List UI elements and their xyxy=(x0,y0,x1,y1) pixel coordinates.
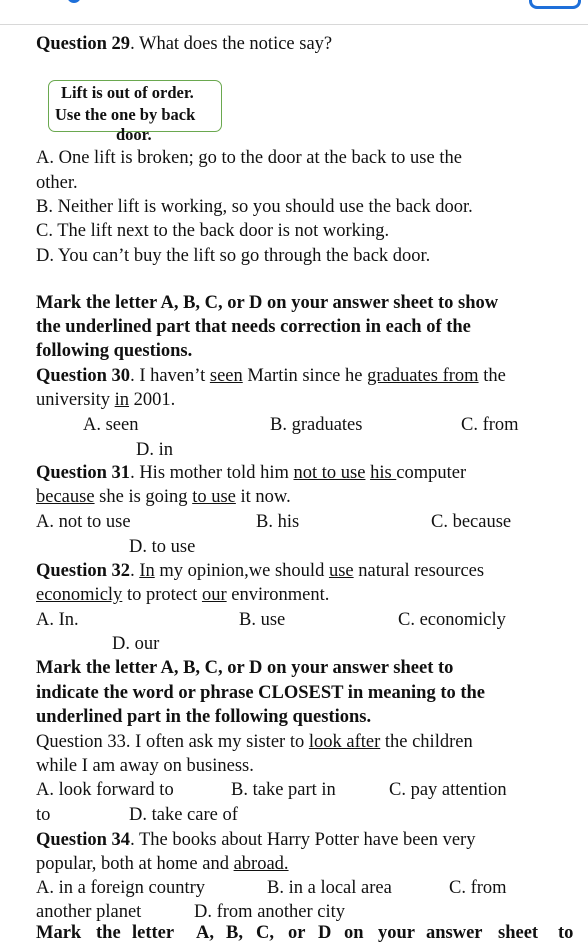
instruction-2-line-3: underlined part in the following questions. xyxy=(36,707,372,727)
q32-option-b: B. use xyxy=(239,610,286,630)
q31-underline-not-to-use: not to use xyxy=(293,463,366,483)
notice-line-2: Use the one by back xyxy=(55,105,196,124)
q32-text: to protect xyxy=(122,585,202,605)
question-34-title: Question 34 xyxy=(36,830,131,850)
cutoff-word: the xyxy=(96,923,121,943)
q30-text: university xyxy=(36,390,115,410)
q29-option-b: B. Neither lift is working, so you should use the back door. xyxy=(36,197,473,217)
q33-text: the children xyxy=(380,732,473,752)
q34-text: popular, both at home and xyxy=(36,854,234,874)
cutoff-word: B, xyxy=(226,923,243,943)
q31-option-c: C. because xyxy=(431,512,512,532)
q33-text: Question 33. I often ask my sister to xyxy=(36,732,309,752)
cutoff-word: sheet xyxy=(498,923,539,943)
notice-line-3: door. xyxy=(116,125,152,144)
q34-underline-abroad: abroad. xyxy=(233,854,289,874)
q32-option-a: A. In. xyxy=(36,610,79,630)
q31-underline-because: because xyxy=(36,487,95,507)
question-30-title: Question 30 xyxy=(36,366,131,386)
q32-text: environment. xyxy=(226,585,330,605)
q34-option-c: C. from xyxy=(449,878,507,898)
q30-option-b: B. graduates xyxy=(270,415,363,435)
cutoff-word: on xyxy=(344,923,364,943)
cutoff-word: Mark xyxy=(36,923,82,943)
q31-text: it now. xyxy=(235,487,291,507)
q34-option-c-continued: another planet xyxy=(36,902,142,922)
q34-text: . The books about Harry Potter have been very xyxy=(130,830,476,850)
q33-option-c: C. pay attention xyxy=(389,780,507,800)
question-32-title: Question 32 xyxy=(36,561,131,581)
q34-option-d: D. from another city xyxy=(194,902,346,922)
q30-option-a: A. seen xyxy=(83,415,139,435)
question-33-line-1 xyxy=(36,731,473,753)
question-29-prompt: . What does the notice say? xyxy=(130,34,333,54)
question-32-line-1 xyxy=(36,560,484,582)
cutoff-word: A, xyxy=(196,923,214,943)
q33-option-a: A. look forward to xyxy=(36,780,174,800)
cutoff-next-line xyxy=(0,922,588,943)
question-29-title: Question 29 xyxy=(36,34,131,54)
q29-option-a-line-1: A. One lift is broken; go to the door at the back to use the xyxy=(36,148,462,168)
q30-text: 2001. xyxy=(129,390,176,410)
q32-underline-use: use xyxy=(328,561,354,581)
q34-option-a: A. in a foreign country xyxy=(36,878,206,898)
cutoff-word: answer xyxy=(426,923,483,943)
q31-text: . His mother told him xyxy=(130,463,294,483)
q32-underline-in: In xyxy=(139,561,155,581)
question-33-line-2: while I am away on business. xyxy=(36,756,254,776)
q31-underline-to-use: to use xyxy=(192,487,236,507)
question-34-line-1 xyxy=(36,829,475,851)
cutoff-word: to xyxy=(558,923,574,943)
question-31-title: Question 31 xyxy=(36,463,131,483)
q32-text: my opinion,we should xyxy=(154,561,329,581)
top-bar xyxy=(0,0,588,25)
question-29-line xyxy=(36,33,332,55)
q30-text: Martin since he xyxy=(242,366,368,386)
q32-text: . xyxy=(130,561,140,581)
q33-option-b: B. take part in xyxy=(231,780,336,800)
question-34-line-2 xyxy=(36,853,289,875)
question-32-line-2 xyxy=(36,584,329,606)
q32-option-c: C. economicly xyxy=(398,610,506,630)
q30-option-d: D. in xyxy=(136,440,173,460)
cutoff-word: or xyxy=(288,923,306,943)
q33-option-c-continued: to xyxy=(36,805,51,825)
q32-option-d: D. our xyxy=(112,634,160,654)
q32-underline-our: our xyxy=(201,585,227,605)
instruction-1-line-3: following questions. xyxy=(36,341,193,361)
top-right-indicator-icon xyxy=(529,0,581,9)
cutoff-word: your xyxy=(378,923,415,943)
q30-underline-seen: seen xyxy=(209,366,243,386)
top-left-indicator-icon xyxy=(67,0,81,3)
q31-text: computer xyxy=(396,463,467,483)
q31-option-d: D. to use xyxy=(129,537,196,557)
q31-text: she is going xyxy=(94,487,193,507)
q29-option-c: C. The lift next to the back door is not working. xyxy=(36,221,390,241)
notice-line-1: Lift is out of order. xyxy=(61,83,194,102)
q31-option-b: B. his xyxy=(256,512,300,532)
q34-option-b: B. in a local area xyxy=(267,878,392,898)
q29-option-d: D. You can’t buy the lift so go through the back door. xyxy=(36,246,431,266)
instruction-2-line-1: Mark the letter A, B, C, or D on your answer sheet to xyxy=(36,658,454,678)
q32-text: natural resources xyxy=(353,561,485,581)
q30-underline-graduates-from: graduates from xyxy=(367,366,479,386)
cutoff-word: D xyxy=(318,923,332,943)
question-31-line-1 xyxy=(36,462,466,484)
q32-underline-economicly: economicly xyxy=(36,585,123,605)
q30-text: the xyxy=(478,366,506,386)
question-31-line-2 xyxy=(36,486,291,508)
q31-option-a: A. not to use xyxy=(36,512,131,532)
instruction-1-line-2: the underlined part that needs correction in each of the xyxy=(36,317,471,337)
q29-option-a-line-2: other. xyxy=(36,173,78,193)
q33-underline-look-after: look after xyxy=(308,732,381,752)
cutoff-word: letter xyxy=(132,923,175,943)
q33-option-d: D. take care of xyxy=(129,805,238,825)
instruction-2-line-2: indicate the word or phrase CLOSEST in meaning to the xyxy=(36,683,486,703)
q30-text: . I haven’t xyxy=(130,366,210,386)
q30-option-c: C. from xyxy=(461,415,519,435)
cutoff-word: C, xyxy=(256,923,274,943)
instruction-1-line-1: Mark the letter A, B, C, or D on your answer sheet to show xyxy=(36,293,499,313)
q31-underline-his: his xyxy=(370,463,397,483)
q30-underline-in: in xyxy=(114,390,130,410)
question-30-line-2 xyxy=(36,389,175,411)
question-30-line-1 xyxy=(36,365,506,387)
